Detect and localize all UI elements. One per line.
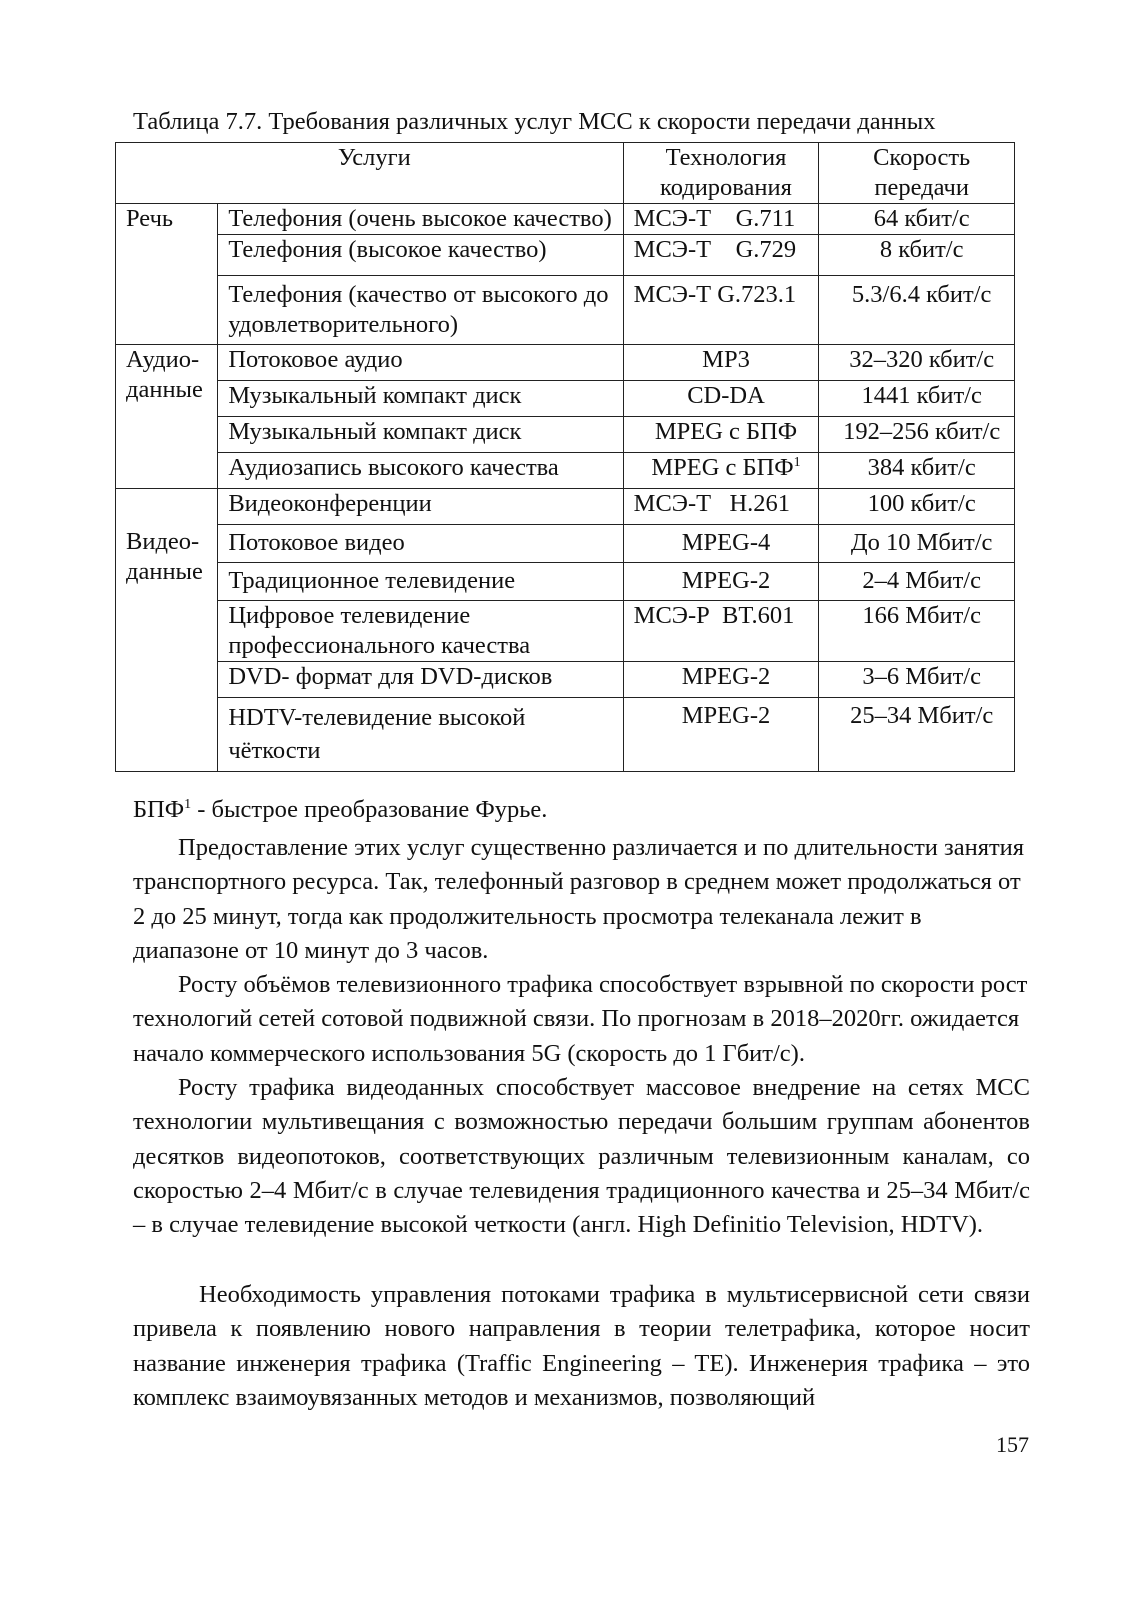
paragraph-4 [133, 1278, 1030, 1415]
page-number: 157 [996, 1432, 1029, 1457]
paragraph-text: Предоставление этих услуг существенно различается и по длительности занятия транспортного ресурса. Так, телефонный разговор в среднем может продолжаться от 2 до 25 минут, тогда как продолжительность просмотра телеканала лежит в диапазоне от 10 минут до 3 часов. [133, 834, 1025, 964]
table-row [116, 601, 1015, 662]
table-row [116, 204, 1015, 235]
table-row [116, 345, 1015, 381]
tech-cell: MP3 [623, 345, 819, 381]
service-cell: Потоковое аудио [218, 345, 623, 381]
footnote-sup: 1 [184, 796, 192, 812]
table-row [116, 563, 1015, 601]
tech-cell: MPEG-2 [623, 698, 819, 772]
table-footnote [133, 796, 547, 824]
paragraph-text: Необходимость управления потоками трафика в мультисервисной сети связи привела к появлению нового направления в теории телетрафика, которое носит название инженерия трафика (Traffic Engineering – TE). Инженерия трафика – это комплекс взаимоувязанных методов и механизмов, позволяющий [133, 1281, 1030, 1411]
header-services: Услуги [116, 143, 624, 204]
tech-cell: МСЭ-Т G.711 [623, 204, 819, 235]
speed-cell: 1441 кбит/с [819, 381, 1015, 417]
footnote-marker: 1 [793, 454, 801, 470]
tech-cell: МСЭ-Т G.729 [623, 235, 819, 276]
service-cell: Телефония (высокое качество) [218, 235, 623, 276]
paragraph-text: Росту трафика видеоданных способствует массовое внедрение на сетях МСС технологии мультивещания с возможностью передачи большим группам абонентов десятков видеопотоков, соответствующих различным телевизионным каналам, со скоростью 2–4 Мбит/с в случае телевидения традиционного качества и 25–34 Мбит/с – в случае телевидение высокой четкости (англ. High Definitio Television, HDTV). [133, 1074, 1030, 1239]
table-row [116, 381, 1015, 417]
speed-cell: 3–6 Мбит/с [819, 662, 1015, 698]
category-audio: Аудио-данные [116, 345, 218, 489]
service-cell: DVD- формат для DVD-дисков [218, 662, 623, 698]
tech-cell: МСЭ-Р BT.601 [623, 601, 819, 662]
table-row [116, 489, 1015, 525]
tech-cell: MPEG-2 [623, 563, 819, 601]
service-cell: Потоковое видео [218, 525, 623, 563]
header-tech: Технология кодирования [623, 143, 819, 204]
service-cell: Музыкальный компакт диск [218, 381, 623, 417]
tech-cell: MPEG-4 [623, 525, 819, 563]
service-cell: Телефония (качество от высокого до удовлетворительного) [218, 276, 623, 345]
tech-cell: MPEG с БПФ [623, 417, 819, 453]
tech-text: MPEG с БПФ [651, 454, 794, 481]
service-cell: Музыкальный компакт диск [218, 417, 623, 453]
speed-cell: 192–256 кбит/с [819, 417, 1015, 453]
paragraph-3 [133, 1071, 1030, 1242]
table-header-row [116, 143, 1015, 204]
speed-cell: 2–4 Мбит/с [819, 563, 1015, 601]
service-cell: Телефония (очень высокое качество) [218, 204, 623, 235]
paragraph-text: Росту объёмов телевизионного трафика способствует взрывной по скорости рост технологий сетей сотовой подвижной связи. По прогнозам в 2018–2020гг. ожидается начало коммерческого использования 5G (скорость до 1 Гбит/с). [133, 971, 1028, 1067]
tech-cell: CD-DA [623, 381, 819, 417]
speed-cell: До 10 Мбит/с [819, 525, 1015, 563]
tech-cell: MPEG-2 [623, 662, 819, 698]
tech-cell: МСЭ-Т G.723.1 [623, 276, 819, 345]
table-row [116, 417, 1015, 453]
table-row [116, 662, 1015, 698]
table-caption: Таблица 7.7. Требования различных услуг МСС к скорости передачи данных [133, 108, 936, 135]
service-cell: Аудиозапись высокого качества [218, 453, 623, 489]
speed-cell: 32–320 кбит/с [819, 345, 1015, 381]
speed-cell: 100 кбит/с [819, 489, 1015, 525]
table-row [116, 525, 1015, 563]
table-row [116, 698, 1015, 772]
table-row [116, 453, 1015, 489]
header-speed: Скорость передачи [819, 143, 1015, 204]
service-cell: Традиционное телевидение [218, 563, 623, 601]
category-speech: Речь [116, 204, 218, 345]
speed-cell: 25–34 Мбит/с [819, 698, 1015, 772]
service-cell: Видеоконференции [218, 489, 623, 525]
table-row [116, 235, 1015, 276]
tech-cell [623, 453, 819, 489]
speed-cell: 64 кбит/с [819, 204, 1015, 235]
paragraph-1 [133, 831, 1030, 968]
paragraph-2 [133, 968, 1030, 1071]
footnote-text: - быстрое преобразование Фурье. [191, 796, 548, 823]
service-cell: HDTV-телевидение высокой чёткости [218, 698, 623, 772]
table-row [116, 276, 1015, 345]
speed-cell: 5.3/6.4 кбит/с [819, 276, 1015, 345]
requirements-table [115, 142, 1015, 772]
speed-cell: 384 кбит/с [819, 453, 1015, 489]
service-cell: Цифровое телевидение профессионального качества [218, 601, 623, 662]
speed-cell: 166 Мбит/с [819, 601, 1015, 662]
tech-cell: МСЭ-Т H.261 [623, 489, 819, 525]
category-video: Видео-данные [116, 489, 218, 772]
speed-cell: 8 кбит/с [819, 235, 1015, 276]
footnote-term: БПФ [133, 796, 185, 823]
